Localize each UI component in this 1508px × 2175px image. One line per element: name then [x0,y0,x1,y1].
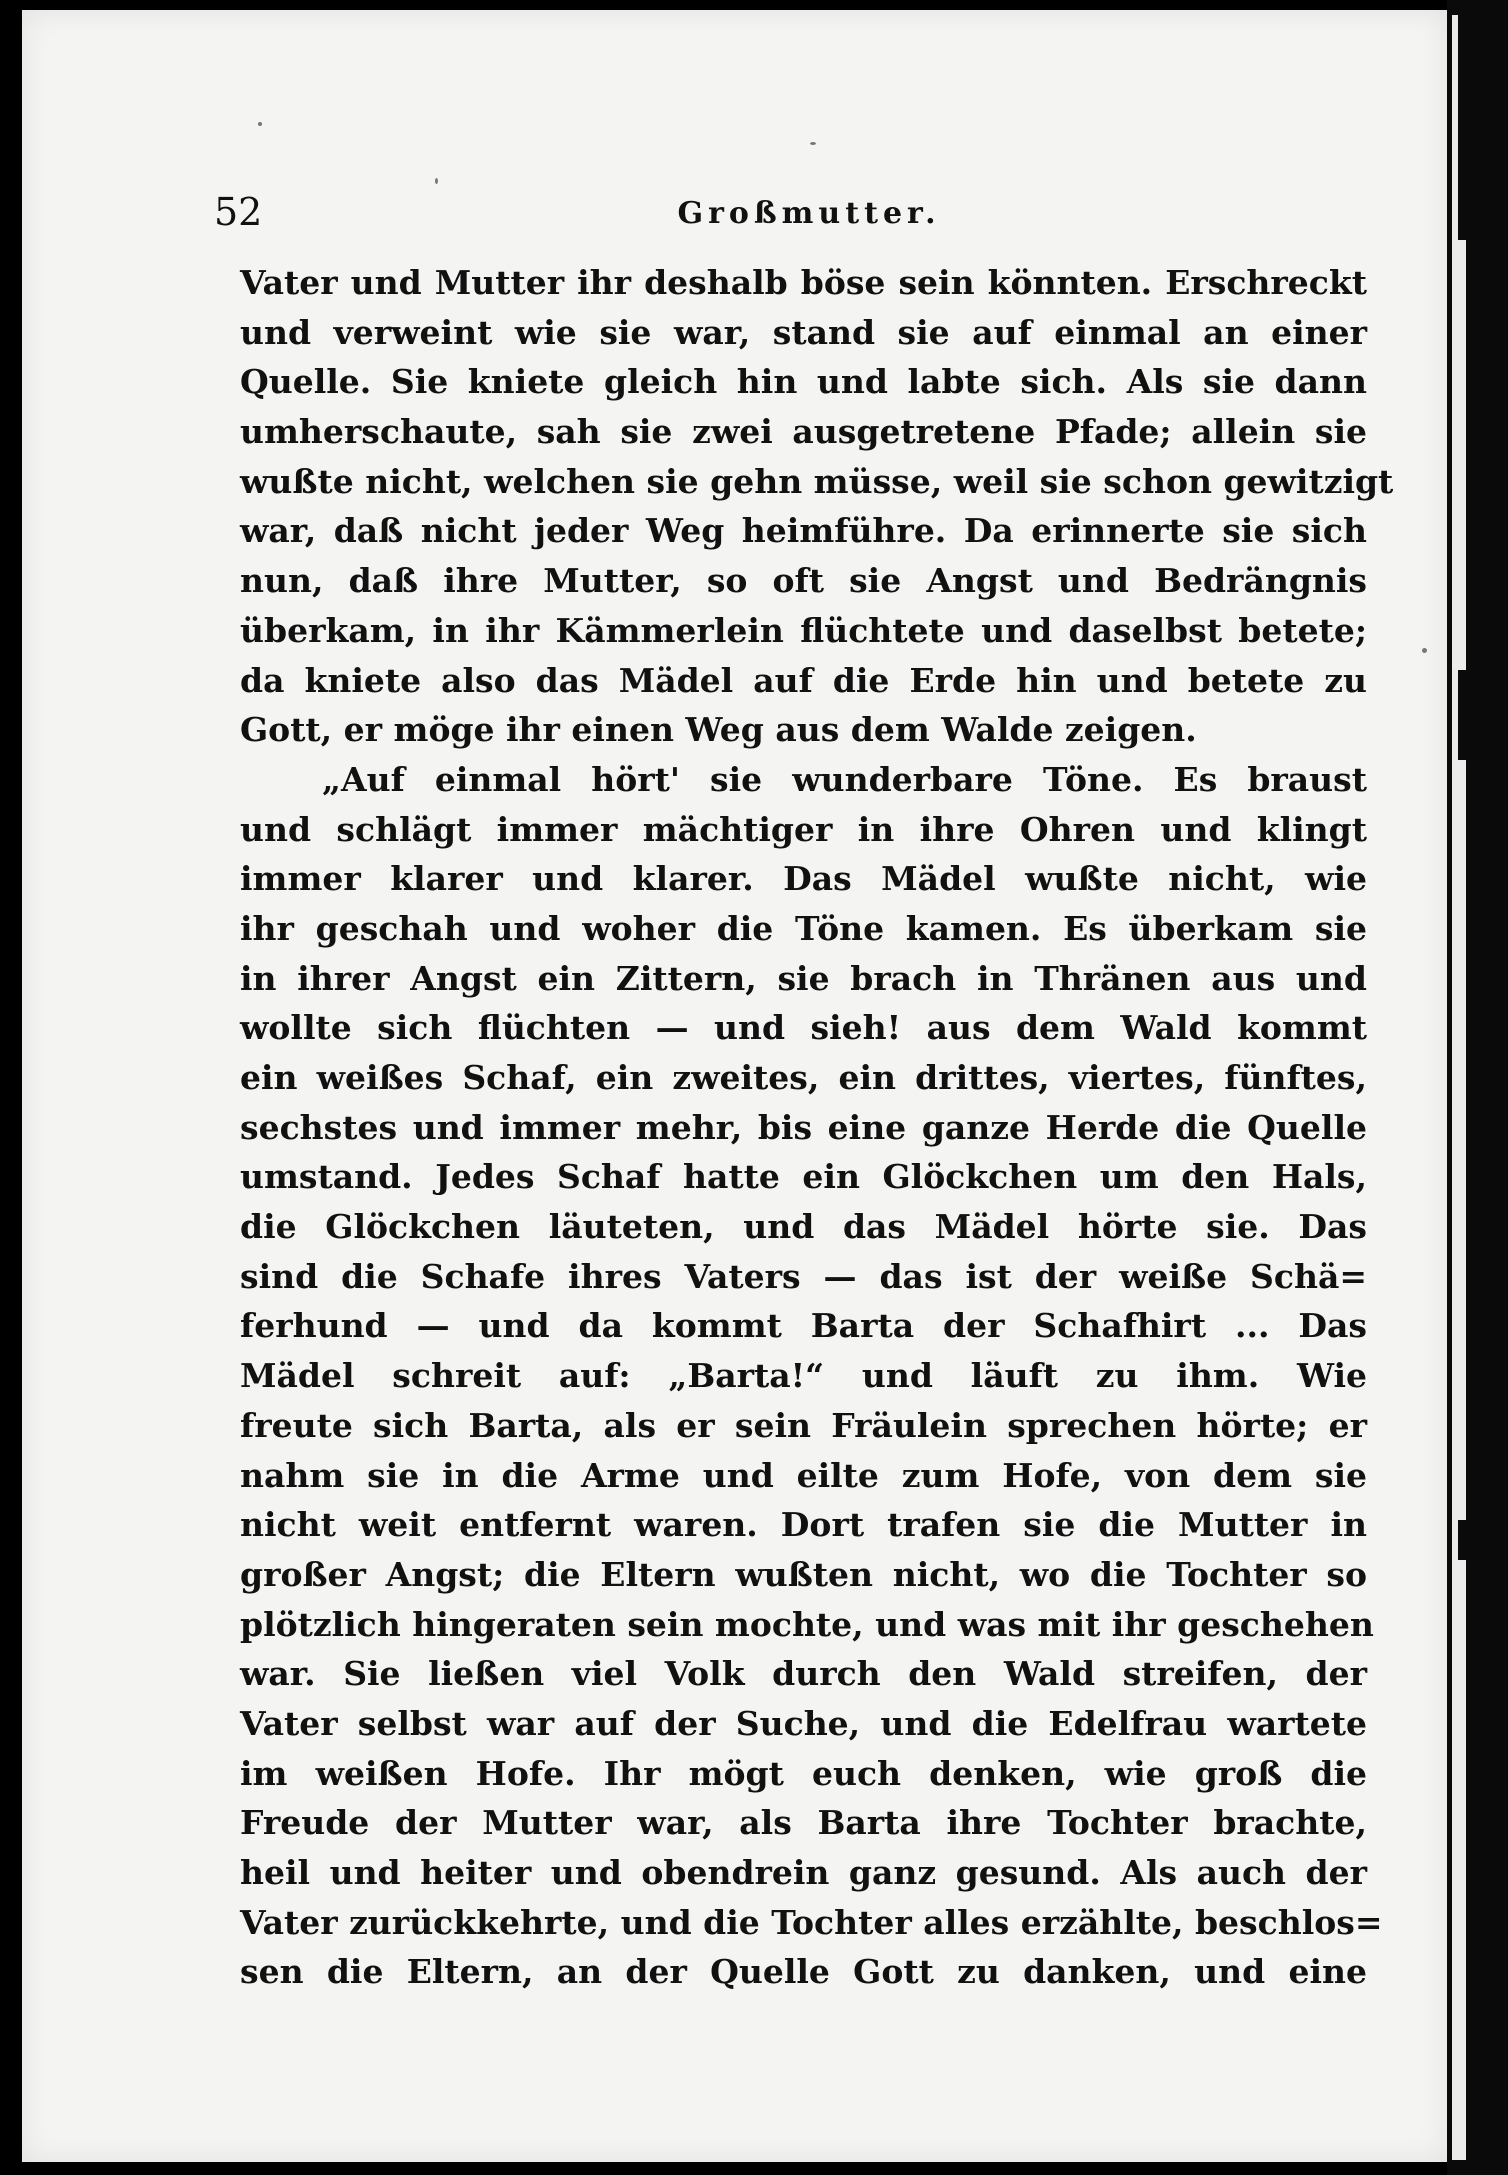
text-line: Gott, er möge ihr einen Weg aus dem Walde zeigen. [240,710,1197,750]
running-head: Großmutter. [677,196,941,231]
text-line: sechstes und immer mehr, bis eine ganze Herde die Quelle [240,1107,1367,1147]
text-line: im weißen Hofe. Ihr mögt euch denken, wie groß die [240,1753,1367,1793]
text-line: umstand. Jedes Schaf hatte ein Glöckchen um den Hals, [240,1157,1367,1197]
text-line: sen die Eltern, an der Quelle Gott zu danken, und eine [240,1952,1367,1992]
text-line: war. Sie ließen viel Volk durch den Wald streifen, der [240,1654,1367,1694]
text-line: Mädel schreit auf: „Barta!“ und läuft zu ihm. Wie [240,1356,1367,1396]
text-line: „Auf einmal hört' sie wunderbare Töne. Es braust [322,759,1367,799]
text-line: heil und heiter und obendrein ganz gesund. Als auch der [240,1853,1367,1892]
page-edge-highlight [1452,240,1466,670]
text-line: sind die Schafe ihres Vaters — das ist der weiße Schä= [240,1256,1367,1296]
text-line: umherschaute, sah sie zwei ausgetretene Pfade; allein sie [240,412,1367,452]
scan-speck [435,178,438,184]
text-line: und verweint wie sie war, stand sie auf einmal an einer [240,312,1367,352]
text-line: Vater selbst war auf der Suche, und die Edelfrau wartete [240,1703,1367,1743]
scan-speck [1422,648,1427,653]
text-line: nahm sie in die Arme und eilte zum Hofe, von dem sie [240,1455,1367,1495]
scan-speck [810,142,816,145]
text-line: Quelle. Sie kniete gleich hin und labte sich. Als sie dann [240,362,1367,402]
text-line: Freude der Mutter war, als Barta ihre Tochter brachte, [240,1803,1367,1843]
text-line: großer Angst; die Eltern wußten nicht, wo die Tochter so [240,1554,1367,1594]
text-line: ferhund — und da kommt Barta der Schafhirt ... Das [240,1306,1367,1346]
text-line: plötzlich hingeraten sein mochte, und was mit ihr geschehen [240,1604,1374,1644]
page-header [0,192,1508,232]
text-line: Vater zurückkehrte, und die Tochter alles erzählte, beschlos= [240,1902,1383,1942]
page-number: 52 [214,190,263,234]
text-line: ihr geschah und woher die Töne kamen. Es überkam sie [240,908,1367,948]
page-edge-highlight [1452,1560,1466,2160]
text-line: in ihrer Angst ein Zittern, sie brach in Thränen aus und [240,958,1367,998]
text-line: und schlägt immer mächtiger in ihre Ohren und klingt [240,809,1367,849]
text-line: überkam, in ihr Kämmerlein flüchtete und daselbst betete; [240,610,1367,650]
text-line: nicht weit entfernt waren. Dort trafen sie die Mutter in [240,1505,1367,1545]
text-line: Vater und Mutter ihr deshalb böse sein könnten. Erschreckt [240,263,1367,302]
text-line: da kniete also das Mädel auf die Erde hin und betete zu [240,660,1367,700]
text-line: freute sich Barta, als er sein Fräulein sprechen hörte; er [240,1405,1367,1445]
text-line: immer klarer und klarer. Das Mädel wußte nicht, wie [240,859,1367,899]
text-line: ein weißes Schaf, ein zweites, ein drittes, viertes, fünftes, [240,1058,1367,1097]
page-edge-highlight [1452,760,1466,1520]
text-line: wußte nicht, welchen sie gehn müsse, weil sie schon gewitzigt [240,461,1394,501]
text-line: nun, daß ihre Mutter, so oft sie Angst und Bedrängnis [240,561,1367,601]
paragraph [240,258,1394,755]
body-text [240,258,1394,1997]
text-line: wollte sich flüchten — und sieh! aus dem Wald kommt [240,1008,1367,1048]
paragraph [240,755,1383,1997]
text-line: war, daß nicht jeder Weg heimführe. Da erinnerte sie sich [240,511,1367,551]
text-line: die Glöckchen läuteten, und das Mädel hörte sie. Das [240,1207,1367,1247]
scan-speck [258,122,262,126]
